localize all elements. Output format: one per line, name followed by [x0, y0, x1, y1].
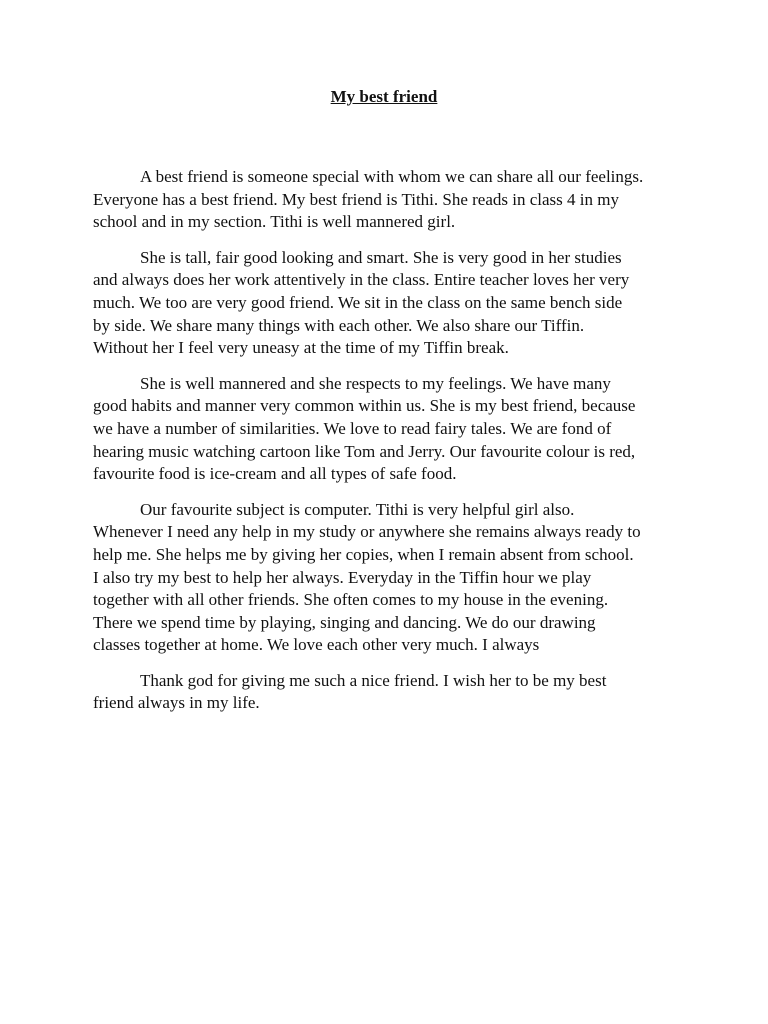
paragraph-5: Thank god for giving me such a nice friend. I wish her to be my best friend always in my life.: [93, 670, 607, 713]
paragraph-1: A best friend is someone special with whom we can share all our feelings. Everyone has a best friend. My best friend is Tithi. She reads in class 4 in my school and in my section. Tithi is well mannered girl.: [93, 167, 644, 232]
document-body: [93, 166, 680, 728]
paragraph-3: She is well mannered and she respects to my feelings. We have many good habits and manner very common within us. She is my best friend, because we have a number of similarities. We love to read fairy tales. We are fond of hearing music watching cartoon like Tom and Jerry. Our favourite colour is red, favourite food is ice-cream and all types of safe food.: [93, 373, 636, 484]
document-title: My best friend: [330, 87, 438, 106]
paragraph-4: Our favourite subject is computer. Tithi is very helpful girl also. Whenever I need any help in my study or anywhere she remains always ready to help me. She helps me by giving her copies, when I remain absent from school. I also try my best to help her always. Everyday in the Tiffin hour we play together with all other friends. She often comes to my house in the evening. There we spend time by playing, singing and dancing. We do our drawing classes together at home. We love each other very much. I always: [93, 499, 641, 655]
paragraph-2: She is tall, fair good looking and smart. She is very good in her studies and always does her work attentively in the class. Entire teacher loves her very much. We too are very good friend. We sit in the class on the same bench side by side. We share many things with each other. We also share our Tiffin. Without her I feel very uneasy at the time of my Tiffin break.: [93, 247, 630, 358]
